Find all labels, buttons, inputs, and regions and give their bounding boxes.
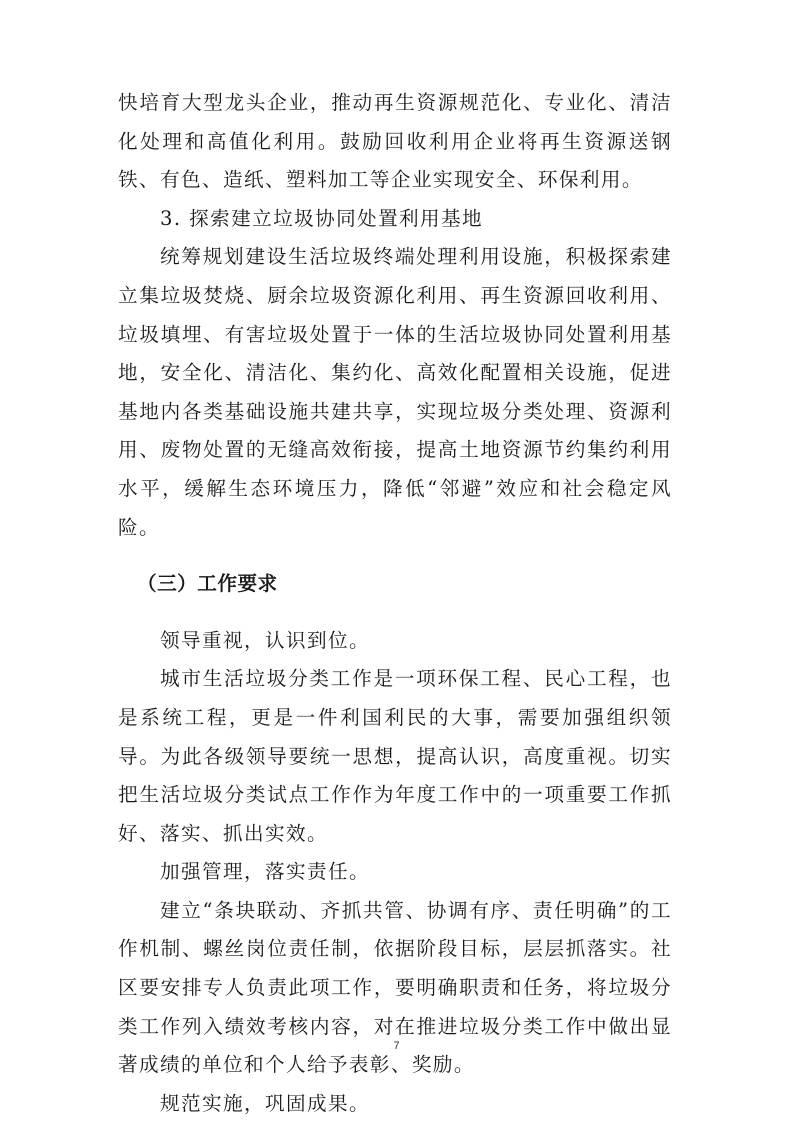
paragraph-collaborative-base: 统筹规划建设生活垃圾终端处理利用设施，积极探索建立集垃圾焚烧、厨余垃圾资源化利用、再生资源回收利用、垃圾填埋、有害垃圾处置于一体的生活垃圾协同处置利用基地，安全化、清洁化、集约化、高效化配置相关设施，促进基地内各类基础设施共建共享，实现垃圾分类处理、资源利用、废物处置的无缝高效衔接，提高土地资源节约集约利用水平，缓解生态环境压力，降低“邻避”效应和社会稳定风险。: [118, 245, 672, 539]
paragraph-leadership-body: 城市生活垃圾分类工作是一项环保工程、民心工程，也是系统工程，更是一件利国利民的大事，需要加强组织领导。为此各级领导要统一思想，提高认识，高度重视。切实把生活垃圾分类试点工作作为年度工作中的一项重要工作抓好、落实、抓出实效。: [118, 667, 672, 845]
subheading-3: 3. 探索建立垃圾协同处置利用基地: [160, 206, 484, 230]
paragraph-implementation-title: 规范实施，巩固成果。: [160, 1091, 370, 1115]
paragraph-management-title: 加强管理，落实责任。: [160, 860, 370, 884]
paragraph-management-body: 建立“条块联动、齐抓共管、协调有序、责任明确”的工作机制、螺丝岗位责任制，依据阶段目标，层层抓落实。社区要安排专人负责此项工作，要明确职责和任务，将垃圾分类工作列入绩效考核内容，对在推进垃圾分类工作中做出显著成绩的单位和个人给予表彰、奖励。: [118, 898, 672, 1077]
section-heading: （三）工作要求: [137, 572, 278, 596]
page-number: 7: [393, 1040, 400, 1052]
paragraph-continuation: 快培育大型龙头企业，推动再生资源规范化、专业化、清洁化处理和高值化利用。鼓励回收利用企业将再生资源送钢铁、有色、造纸、塑料加工等企业实现安全、环保利用。: [118, 91, 672, 192]
document-body: [118, 84, 672, 1123]
paragraph-leadership-title: 领导重视，认识到位。: [160, 628, 370, 652]
